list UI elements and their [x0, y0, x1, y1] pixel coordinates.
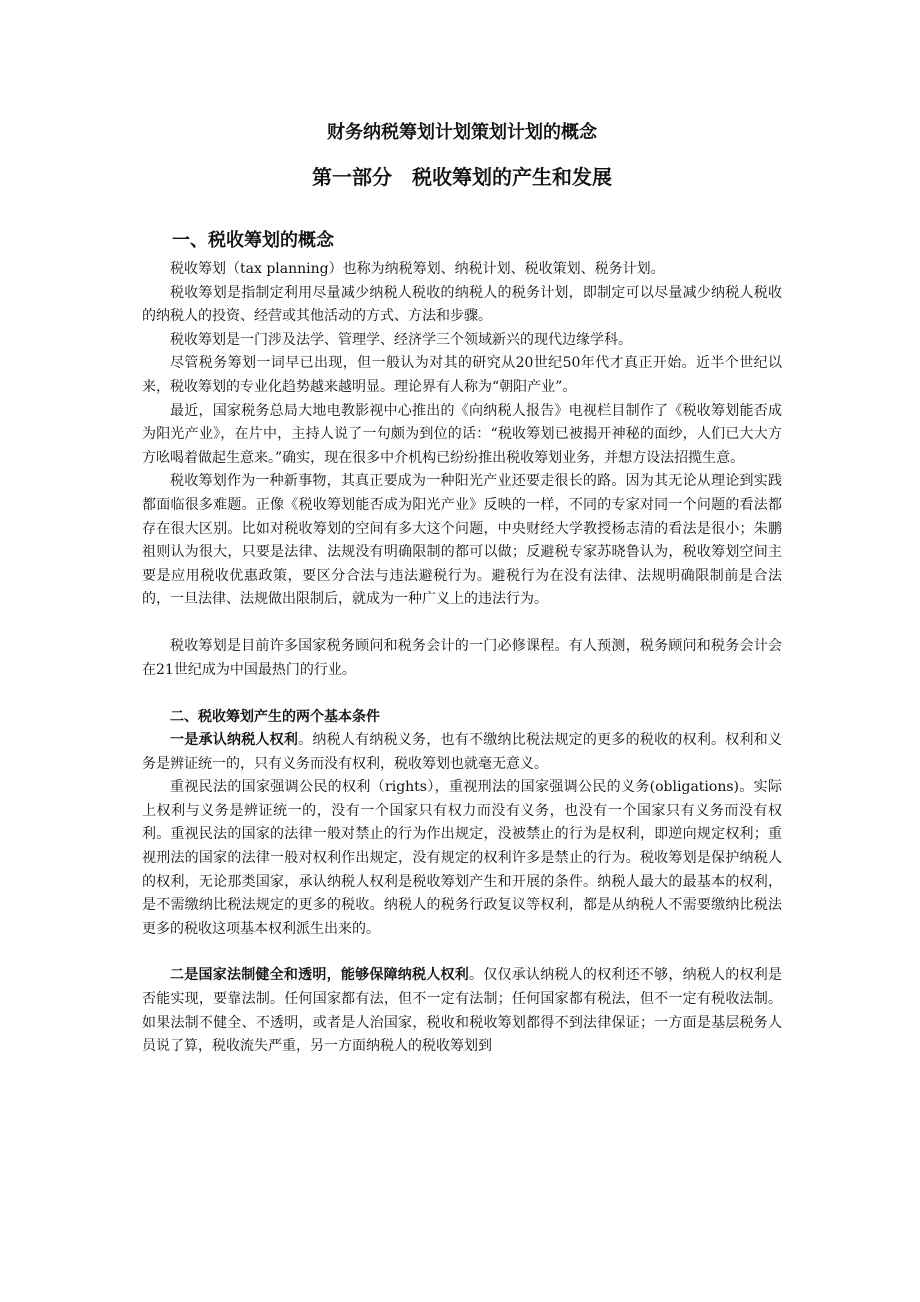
paragraph-condition-two	[142, 964, 782, 1058]
paragraph: 税收筹划是一门涉及法学、管理学、经济学三个领域新兴的现代边缘学科。	[170, 331, 632, 348]
document-body	[142, 118, 782, 1059]
part-title: 第一部分 税收筹划的产生和发展	[312, 165, 612, 189]
condition-two-lead: 二是国家法制健全和透明，能够保障纳税人权利	[170, 967, 469, 984]
document-title: 财务纳税筹划计划策划计划的概念	[327, 122, 597, 143]
condition-one-text: 。纳税人有纳税义务，也有不缴纳比税法规定的更多的税收的权利。权利和义务是辨证统一的，只有义务而没有权利，税收筹划也就毫无意义。	[142, 732, 783, 772]
paragraph: 税收筹划作为一种新事物，其真正要成为一种阳光产业还要走很长的路。因为其无论从理论到实践都面临很多难题。正像《税收筹划能否成为阳光产业》反映的一样，不同的专家对同一个问题的看法都存在很大区别。比如对税收筹划的空间有多大这个问题，中央财经大学教授杨志清的看法是很小；朱鹏祖则认为很大，只要是法律、法规没有明确限制的都可以做；反避税专家苏晓鲁认为，税收筹划空间主要是应用税收优惠政策，要区分合法与违法避税行为。避税行为在没有法律、法规明确限制前是合法的，一旦法律、法规做出限制后，就成为一种广义上的违法行为。	[142, 473, 782, 608]
section-heading-conditions: 二、税收筹划产生的两个基本条件	[170, 709, 380, 726]
paragraph: 税收筹划（tax planning）也称为纳税筹划、纳税计划、税收策划、税务计划。	[170, 261, 665, 277]
paragraph-condition-one	[142, 729, 782, 776]
spacer	[142, 682, 782, 705]
paragraph: 尽管税务筹划一词早已出现，但一般认为对其的研究从20世纪50年代才真正开始。近半个世纪以来，税收筹划的专业化趋势越来越明显。理论界有人称为“朝阳产业”。	[142, 355, 782, 395]
paragraph: 重视民法的国家强调公民的权利（rights），重视刑法的国家强调公民的义务(obligations)。实际上权利与义务是辨证统一的，没有一个国家只有权力而没有义务，也没有一个国家只有义务而没有权利。重视民法的国家的法律一般对禁止的行为作出规定，没被禁止的行为是权利，即逆向规定权利；重视刑法的国家的法律一般对权利作出规定，没有规定的权利许多是禁止的行为。税收筹划是保护纳税人的权利，无论那类国家，承认纳税人权利是税收筹划产生和开展的条件。纳税人最大的最基本的权利，是不需缴纳比税法规定的更多的税收。纳税人的税务行政复议等权利，都是从纳税人不需要缴纳比税法更多的税收这项基本权利派生出来的。	[142, 779, 782, 937]
spacer	[142, 612, 782, 635]
spacer	[142, 941, 782, 964]
condition-two-text: 。仅仅承认纳税人的权利还不够，纳税人的权利是否能实现，要靠法制。任何国家都有法，但不一定有法制；任何国家都有税法，但不一定有税收法制。如果法制不健全、不透明，或者是人治国家，税收和税收筹划都得不到法律保证；一方面是基层税务人员说了算，税收流失严重，另一方面纳税人的税收筹划到	[142, 967, 782, 1055]
section-heading-concept: 一、税收筹划的概念	[172, 230, 334, 251]
paragraph: 税收筹划是目前许多国家税务顾问和税务会计的一门必修课程。有人预测，税务顾问和税务会计会在21世纪成为中国最热门的行业。	[142, 637, 782, 678]
paragraph: 最近，国家税务总局大地电教影视中心推出的《向纳税人报告》电视栏目制作了《税收筹划能否成为阳光产业》，在片中，主持人说了一句颇为到位的话：“税收筹划已被揭开神秘的面纱，人们已大大方方吆喝着做起生意来。”确实，现在很多中介机构已纷纷推出税收筹划业务，并想方设法招揽生意。	[142, 402, 782, 466]
condition-one-lead: 一是承认纳税人权利	[170, 732, 299, 749]
paragraph: 税收筹划是指制定利用尽量减少纳税人税收的纳税人的税务计划，即制定可以尽量减少纳税人税收的纳税人的投资、经营或其他活动的方式、方法和步骤。	[142, 284, 782, 325]
